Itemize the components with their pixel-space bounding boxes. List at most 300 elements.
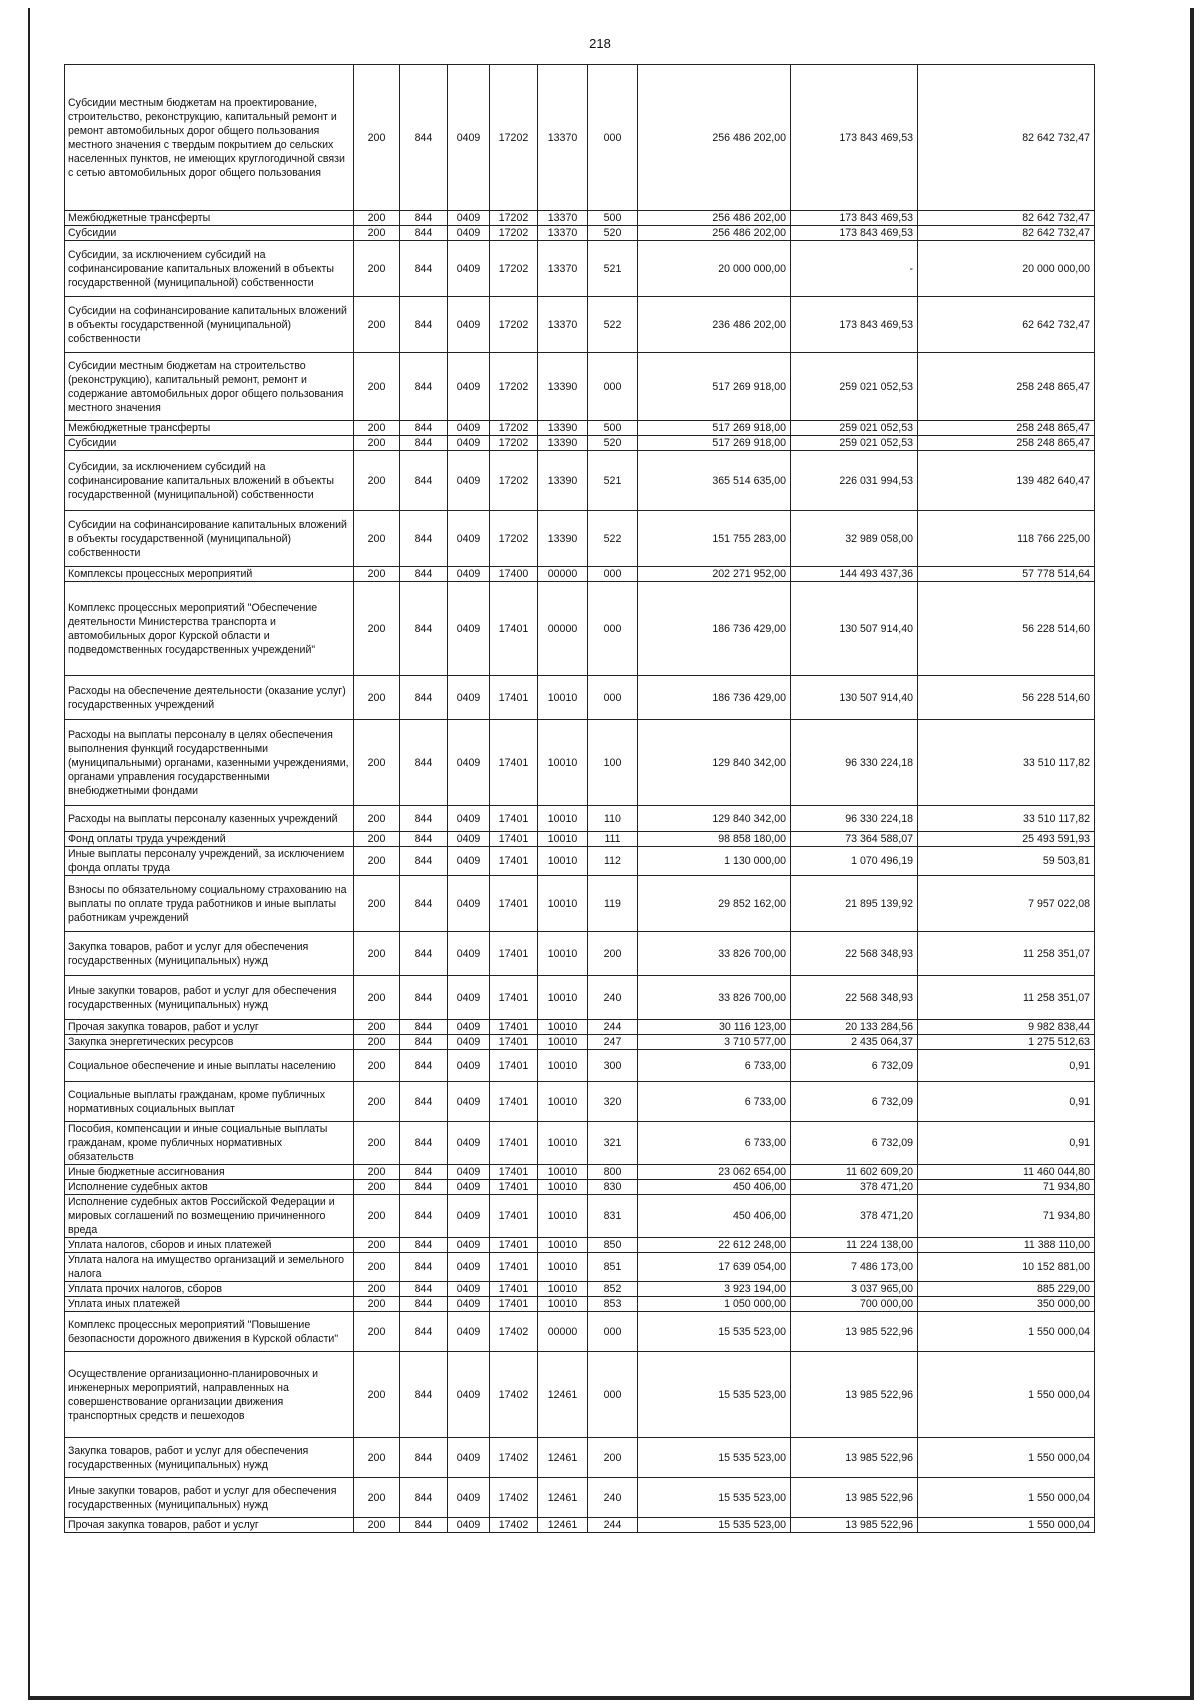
- row-code-direction: 10010: [538, 720, 588, 806]
- table-row: [65, 1518, 1095, 1533]
- budget-table: [64, 64, 1095, 1533]
- row-amount-remaining: 258 248 865,47: [918, 353, 1095, 421]
- row-amount-remaining: 258 248 865,47: [918, 436, 1095, 451]
- row-code-direction: 13390: [538, 353, 588, 421]
- row-code-direction: 10010: [538, 806, 588, 832]
- table-row: [65, 976, 1095, 1020]
- row-amount-executed: 130 507 914,40: [791, 676, 918, 720]
- row-code-direction: 10010: [538, 1082, 588, 1122]
- row-code-section: 0409: [448, 1165, 490, 1180]
- row-code-ministry: 844: [400, 65, 448, 211]
- row-code-direction: 13390: [538, 421, 588, 436]
- row-amount-executed: 6 732,09: [791, 1082, 918, 1122]
- row-code-section: 0409: [448, 1035, 490, 1050]
- table-row: [65, 1478, 1095, 1518]
- row-name: Взносы по обязательному социальному страхованию на выплаты по оплате труда работников и иные выплаты работникам учреждений: [65, 876, 354, 932]
- row-code-ministry: 844: [400, 436, 448, 451]
- row-name: Уплата иных платежей: [65, 1297, 354, 1312]
- row-code-program: 17202: [490, 436, 538, 451]
- row-amount-remaining: 20 000 000,00: [918, 241, 1095, 297]
- row-amount-executed: 7 486 173,00: [791, 1253, 918, 1282]
- row-code-section: 0409: [448, 676, 490, 720]
- row-name: Исполнение судебных актов Российской Федерации и мировых соглашений по возмещению причиненного вреда: [65, 1195, 354, 1238]
- row-code-section: 0409: [448, 720, 490, 806]
- row-name: Социальное обеспечение и иные выплаты населению: [65, 1050, 354, 1082]
- row-code-expense-type: 000: [588, 1312, 638, 1352]
- row-amount-plan: 186 736 429,00: [638, 676, 791, 720]
- row-name: Иные закупки товаров, работ и услуг для обеспечения государственных (муниципальных) нужд: [65, 976, 354, 1020]
- row-name: Межбюджетные трансферты: [65, 421, 354, 436]
- row-amount-remaining: 1 275 512,63: [918, 1035, 1095, 1050]
- row-amount-executed: 1 070 496,19: [791, 847, 918, 876]
- row-amount-remaining: 71 934,80: [918, 1195, 1095, 1238]
- row-code-ministry: 844: [400, 567, 448, 582]
- table-row: [65, 1352, 1095, 1438]
- table-row: [65, 720, 1095, 806]
- row-amount-plan: 517 269 918,00: [638, 436, 791, 451]
- row-code-ministry: 844: [400, 241, 448, 297]
- row-code-ministry: 844: [400, 1180, 448, 1195]
- table-row: [65, 1122, 1095, 1165]
- row-code-direction: 10010: [538, 1180, 588, 1195]
- row-amount-plan: 17 639 054,00: [638, 1253, 791, 1282]
- row-code-expense-type: 000: [588, 567, 638, 582]
- row-amount-plan: 6 733,00: [638, 1122, 791, 1165]
- table-row: [65, 1165, 1095, 1180]
- row-code-expense-type: 000: [588, 353, 638, 421]
- row-code-expense-type: 119: [588, 876, 638, 932]
- row-code-expense-type: 244: [588, 1518, 638, 1533]
- row-amount-executed: 6 732,09: [791, 1122, 918, 1165]
- row-code-section: 0409: [448, 1195, 490, 1238]
- row-amount-plan: 30 116 123,00: [638, 1020, 791, 1035]
- row-code-program: 17401: [490, 1180, 538, 1195]
- row-amount-plan: 517 269 918,00: [638, 421, 791, 436]
- row-amount-plan: 450 406,00: [638, 1195, 791, 1238]
- row-amount-executed: 11 224 138,00: [791, 1238, 918, 1253]
- row-code-direction: 10010: [538, 976, 588, 1020]
- row-amount-executed: 96 330 224,18: [791, 806, 918, 832]
- row-code-direction: 10010: [538, 1253, 588, 1282]
- row-amount-remaining: 82 642 732,47: [918, 65, 1095, 211]
- row-code-program: 17401: [490, 1035, 538, 1050]
- row-code-direction: 13390: [538, 451, 588, 511]
- row-code-program: 17401: [490, 1282, 538, 1297]
- table-row: [65, 806, 1095, 832]
- row-code-admin: 200: [354, 847, 400, 876]
- row-code-ministry: 844: [400, 676, 448, 720]
- row-code-direction: 10010: [538, 1050, 588, 1082]
- row-amount-executed: 173 843 469,53: [791, 211, 918, 226]
- row-code-program: 17401: [490, 1238, 538, 1253]
- row-amount-plan: 129 840 342,00: [638, 806, 791, 832]
- row-code-program: 17202: [490, 511, 538, 567]
- row-code-section: 0409: [448, 1518, 490, 1533]
- table-row: [65, 676, 1095, 720]
- row-code-expense-type: 853: [588, 1297, 638, 1312]
- row-code-expense-type: 000: [588, 65, 638, 211]
- row-code-expense-type: 852: [588, 1282, 638, 1297]
- row-amount-executed: 3 037 965,00: [791, 1282, 918, 1297]
- table-row: [65, 297, 1095, 353]
- table-row: [65, 65, 1095, 211]
- row-amount-remaining: 33 510 117,82: [918, 720, 1095, 806]
- row-code-program: 17202: [490, 421, 538, 436]
- row-code-program: 17401: [490, 832, 538, 847]
- row-code-admin: 200: [354, 567, 400, 582]
- row-code-program: 17202: [490, 297, 538, 353]
- row-code-expense-type: 300: [588, 1050, 638, 1082]
- row-code-ministry: 844: [400, 421, 448, 436]
- table-row: [65, 353, 1095, 421]
- row-amount-plan: 202 271 952,00: [638, 567, 791, 582]
- row-code-direction: 10010: [538, 1282, 588, 1297]
- row-code-ministry: 844: [400, 1518, 448, 1533]
- row-code-expense-type: 000: [588, 676, 638, 720]
- table-row: [65, 1082, 1095, 1122]
- row-code-expense-type: 522: [588, 511, 638, 567]
- row-name: Комплекс процессных мероприятий "Повышение безопасности дорожного движения в Курской области": [65, 1312, 354, 1352]
- row-code-section: 0409: [448, 932, 490, 976]
- table-row: [65, 1253, 1095, 1282]
- row-amount-plan: 450 406,00: [638, 1180, 791, 1195]
- table-row: [65, 451, 1095, 511]
- row-name: Осуществление организационно-планировочных и инженерных мероприятий, направленных на совершенствование организации движения транспортных средств и пешеходов: [65, 1352, 354, 1438]
- row-code-admin: 200: [354, 297, 400, 353]
- row-amount-plan: 6 733,00: [638, 1082, 791, 1122]
- row-code-section: 0409: [448, 806, 490, 832]
- table-row: [65, 567, 1095, 582]
- row-name: Уплата налога на имущество организаций и земельного налога: [65, 1253, 354, 1282]
- table-row: [65, 1180, 1095, 1195]
- table-row: [65, 847, 1095, 876]
- row-amount-executed: 144 493 437,36: [791, 567, 918, 582]
- row-amount-executed: 32 989 058,00: [791, 511, 918, 567]
- row-amount-remaining: 1 550 000,04: [918, 1518, 1095, 1533]
- row-code-expense-type: 830: [588, 1180, 638, 1195]
- row-code-ministry: 844: [400, 1282, 448, 1297]
- row-amount-remaining: 11 258 351,07: [918, 932, 1095, 976]
- row-amount-plan: 1 130 000,00: [638, 847, 791, 876]
- row-code-expense-type: 200: [588, 932, 638, 976]
- row-code-ministry: 844: [400, 297, 448, 353]
- row-code-ministry: 844: [400, 976, 448, 1020]
- row-code-direction: 00000: [538, 582, 588, 676]
- row-code-ministry: 844: [400, 1195, 448, 1238]
- row-amount-remaining: 139 482 640,47: [918, 451, 1095, 511]
- table-row: [65, 1312, 1095, 1352]
- row-code-admin: 200: [354, 421, 400, 436]
- row-name: Иные бюджетные ассигнования: [65, 1165, 354, 1180]
- table-row: [65, 876, 1095, 932]
- row-code-program: 17402: [490, 1352, 538, 1438]
- row-name: Уплата налогов, сборов и иных платежей: [65, 1238, 354, 1253]
- row-name: Субсидии: [65, 436, 354, 451]
- row-code-expense-type: 110: [588, 806, 638, 832]
- row-amount-remaining: 10 152 881,00: [918, 1253, 1095, 1282]
- row-amount-executed: -: [791, 241, 918, 297]
- row-amount-remaining: 1 550 000,04: [918, 1352, 1095, 1438]
- row-code-expense-type: 200: [588, 1438, 638, 1478]
- row-code-section: 0409: [448, 211, 490, 226]
- row-code-program: 17202: [490, 353, 538, 421]
- row-code-program: 17401: [490, 932, 538, 976]
- row-code-expense-type: 240: [588, 976, 638, 1020]
- row-name: Расходы на обеспечение деятельности (оказание услуг) государственных учреждений: [65, 676, 354, 720]
- row-code-program: 17202: [490, 211, 538, 226]
- row-code-direction: 10010: [538, 1195, 588, 1238]
- row-code-program: 17401: [490, 720, 538, 806]
- row-amount-executed: 173 843 469,53: [791, 226, 918, 241]
- row-code-expense-type: 522: [588, 297, 638, 353]
- row-amount-remaining: 25 493 591,93: [918, 832, 1095, 847]
- row-code-admin: 200: [354, 876, 400, 932]
- row-code-ministry: 844: [400, 353, 448, 421]
- row-amount-plan: 33 826 700,00: [638, 932, 791, 976]
- row-code-ministry: 844: [400, 1165, 448, 1180]
- row-code-expense-type: 500: [588, 211, 638, 226]
- row-code-admin: 200: [354, 1282, 400, 1297]
- row-code-direction: 13370: [538, 297, 588, 353]
- row-code-direction: 10010: [538, 847, 588, 876]
- row-code-direction: 00000: [538, 567, 588, 582]
- row-amount-plan: 15 535 523,00: [638, 1478, 791, 1518]
- row-amount-remaining: 33 510 117,82: [918, 806, 1095, 832]
- row-code-direction: 10010: [538, 1122, 588, 1165]
- row-code-ministry: 844: [400, 1297, 448, 1312]
- row-code-section: 0409: [448, 876, 490, 932]
- table-row: [65, 421, 1095, 436]
- row-code-expense-type: 247: [588, 1035, 638, 1050]
- table-row: [65, 832, 1095, 847]
- row-amount-executed: 13 985 522,96: [791, 1352, 918, 1438]
- row-code-direction: 12461: [538, 1438, 588, 1478]
- row-code-program: 17401: [490, 1082, 538, 1122]
- row-code-ministry: 844: [400, 806, 448, 832]
- row-code-admin: 200: [354, 65, 400, 211]
- row-name: Пособия, компенсации и иные социальные выплаты гражданам, кроме публичных нормативных обязательств: [65, 1122, 354, 1165]
- row-code-expense-type: 240: [588, 1478, 638, 1518]
- row-code-expense-type: 850: [588, 1238, 638, 1253]
- row-amount-remaining: 59 503,81: [918, 847, 1095, 876]
- row-code-admin: 200: [354, 511, 400, 567]
- row-code-admin: 200: [354, 1438, 400, 1478]
- table-row: [65, 226, 1095, 241]
- row-amount-remaining: 71 934,80: [918, 1180, 1095, 1195]
- row-code-admin: 200: [354, 436, 400, 451]
- row-code-admin: 200: [354, 1082, 400, 1122]
- row-amount-remaining: 56 228 514,60: [918, 582, 1095, 676]
- row-code-expense-type: 321: [588, 1122, 638, 1165]
- row-amount-plan: 22 612 248,00: [638, 1238, 791, 1253]
- row-code-program: 17401: [490, 1020, 538, 1035]
- table-row: [65, 1050, 1095, 1082]
- row-code-section: 0409: [448, 1282, 490, 1297]
- row-code-admin: 200: [354, 1478, 400, 1518]
- row-amount-executed: 22 568 348,93: [791, 976, 918, 1020]
- table-row: [65, 1020, 1095, 1035]
- row-code-section: 0409: [448, 1020, 490, 1035]
- row-code-section: 0409: [448, 1478, 490, 1518]
- row-amount-remaining: 11 258 351,07: [918, 976, 1095, 1020]
- row-code-program: 17401: [490, 676, 538, 720]
- row-name: Расходы на выплаты персоналу в целях обеспечения выполнения функций государственными (муниципальными) органами, казенными учреждениями, органами управления государственными внебюджетными фондами: [65, 720, 354, 806]
- row-code-section: 0409: [448, 451, 490, 511]
- table-row: [65, 1438, 1095, 1478]
- row-amount-plan: 15 535 523,00: [638, 1438, 791, 1478]
- table-row: [65, 241, 1095, 297]
- row-amount-executed: 11 602 609,20: [791, 1165, 918, 1180]
- row-amount-plan: 15 535 523,00: [638, 1352, 791, 1438]
- row-code-ministry: 844: [400, 847, 448, 876]
- row-code-admin: 200: [354, 1165, 400, 1180]
- row-code-ministry: 844: [400, 1238, 448, 1253]
- row-amount-plan: 23 062 654,00: [638, 1165, 791, 1180]
- row-code-section: 0409: [448, 1050, 490, 1082]
- row-code-expense-type: 320: [588, 1082, 638, 1122]
- row-amount-plan: 33 826 700,00: [638, 976, 791, 1020]
- row-code-program: 17402: [490, 1518, 538, 1533]
- row-code-expense-type: 000: [588, 1352, 638, 1438]
- row-code-admin: 200: [354, 353, 400, 421]
- row-code-admin: 200: [354, 1035, 400, 1050]
- row-amount-executed: 73 364 588,07: [791, 832, 918, 847]
- row-code-ministry: 844: [400, 582, 448, 676]
- row-code-section: 0409: [448, 1312, 490, 1352]
- row-code-section: 0409: [448, 832, 490, 847]
- row-code-ministry: 844: [400, 211, 448, 226]
- row-code-section: 0409: [448, 226, 490, 241]
- row-amount-remaining: 11 388 110,00: [918, 1238, 1095, 1253]
- row-name: Межбюджетные трансферты: [65, 211, 354, 226]
- row-code-direction: 12461: [538, 1352, 588, 1438]
- row-amount-executed: 378 471,20: [791, 1195, 918, 1238]
- row-code-admin: 200: [354, 1050, 400, 1082]
- row-code-section: 0409: [448, 421, 490, 436]
- row-amount-remaining: 56 228 514,60: [918, 676, 1095, 720]
- row-code-section: 0409: [448, 1297, 490, 1312]
- table-row: [65, 436, 1095, 451]
- row-code-admin: 200: [354, 1180, 400, 1195]
- row-code-ministry: 844: [400, 1478, 448, 1518]
- row-code-expense-type: 111: [588, 832, 638, 847]
- row-amount-plan: 15 535 523,00: [638, 1312, 791, 1352]
- row-code-ministry: 844: [400, 876, 448, 932]
- row-amount-executed: 378 471,20: [791, 1180, 918, 1195]
- row-code-admin: 200: [354, 582, 400, 676]
- row-code-ministry: 844: [400, 1020, 448, 1035]
- row-code-program: 17401: [490, 876, 538, 932]
- row-amount-executed: 13 985 522,96: [791, 1518, 918, 1533]
- row-code-admin: 200: [354, 976, 400, 1020]
- row-amount-plan: 29 852 162,00: [638, 876, 791, 932]
- row-code-section: 0409: [448, 1238, 490, 1253]
- row-code-program: 17400: [490, 567, 538, 582]
- row-amount-executed: 13 985 522,96: [791, 1312, 918, 1352]
- table-row: [65, 1238, 1095, 1253]
- row-amount-remaining: 62 642 732,47: [918, 297, 1095, 353]
- row-code-direction: 13370: [538, 226, 588, 241]
- row-code-program: 17401: [490, 1122, 538, 1165]
- row-amount-plan: 6 733,00: [638, 1050, 791, 1082]
- row-name: Субсидии, за исключением субсидий на софинансирование капитальных вложений в объекты государственной (муниципальной) собственности: [65, 451, 354, 511]
- row-amount-plan: 3 923 194,00: [638, 1282, 791, 1297]
- row-code-program: 17401: [490, 806, 538, 832]
- row-code-ministry: 844: [400, 1035, 448, 1050]
- row-amount-executed: 130 507 914,40: [791, 582, 918, 676]
- row-code-direction: 10010: [538, 1238, 588, 1253]
- row-amount-plan: 256 486 202,00: [638, 65, 791, 211]
- row-code-ministry: 844: [400, 1082, 448, 1122]
- row-amount-plan: 236 486 202,00: [638, 297, 791, 353]
- row-code-ministry: 844: [400, 1050, 448, 1082]
- row-code-ministry: 844: [400, 932, 448, 976]
- row-amount-remaining: 258 248 865,47: [918, 421, 1095, 436]
- row-code-expense-type: 520: [588, 436, 638, 451]
- row-amount-plan: 256 486 202,00: [638, 226, 791, 241]
- row-code-expense-type: 500: [588, 421, 638, 436]
- row-name: Субсидии местным бюджетам на проектирование, строительство, реконструкцию, капитальный ремонт и ремонт автомобильных дорог общего пользования местного значения с твердым покрытием до сельских населенных пунктов, не имеющих круглогодичной связи с сетью автомобильных дорог общего пользования: [65, 65, 354, 211]
- row-code-admin: 200: [354, 1020, 400, 1035]
- row-amount-remaining: 82 642 732,47: [918, 226, 1095, 241]
- row-amount-plan: 3 710 577,00: [638, 1035, 791, 1050]
- row-name: Субсидии на софинансирование капитальных вложений в объекты государственной (муниципальной) собственности: [65, 297, 354, 353]
- row-amount-remaining: 0,91: [918, 1050, 1095, 1082]
- row-name: Социальные выплаты гражданам, кроме публичных нормативных социальных выплат: [65, 1082, 354, 1122]
- row-code-admin: 200: [354, 1352, 400, 1438]
- row-code-section: 0409: [448, 353, 490, 421]
- row-name: Закупка товаров, работ и услуг для обеспечения государственных (муниципальных) нужд: [65, 1438, 354, 1478]
- row-code-section: 0409: [448, 241, 490, 297]
- row-name: Уплата прочих налогов, сборов: [65, 1282, 354, 1297]
- row-amount-executed: 226 031 994,53: [791, 451, 918, 511]
- row-amount-executed: 20 133 284,56: [791, 1020, 918, 1035]
- row-amount-executed: 173 843 469,53: [791, 65, 918, 211]
- row-code-section: 0409: [448, 847, 490, 876]
- row-code-admin: 200: [354, 676, 400, 720]
- row-code-admin: 200: [354, 1312, 400, 1352]
- row-amount-remaining: 118 766 225,00: [918, 511, 1095, 567]
- row-code-program: 17401: [490, 1297, 538, 1312]
- row-amount-remaining: 0,91: [918, 1082, 1095, 1122]
- row-code-section: 0409: [448, 436, 490, 451]
- row-amount-plan: 517 269 918,00: [638, 353, 791, 421]
- page-number: 218: [589, 36, 611, 51]
- row-code-section: 0409: [448, 65, 490, 211]
- row-code-ministry: 844: [400, 832, 448, 847]
- row-code-ministry: 844: [400, 720, 448, 806]
- row-code-admin: 200: [354, 1297, 400, 1312]
- row-amount-executed: 2 435 064,37: [791, 1035, 918, 1050]
- row-code-program: 17401: [490, 847, 538, 876]
- row-code-section: 0409: [448, 297, 490, 353]
- row-code-admin: 200: [354, 806, 400, 832]
- row-amount-executed: 259 021 052,53: [791, 353, 918, 421]
- row-amount-executed: 22 568 348,93: [791, 932, 918, 976]
- row-code-program: 17202: [490, 451, 538, 511]
- row-name: Закупка товаров, работ и услуг для обеспечения государственных (муниципальных) нужд: [65, 932, 354, 976]
- row-code-ministry: 844: [400, 1438, 448, 1478]
- row-code-ministry: 844: [400, 226, 448, 241]
- row-code-section: 0409: [448, 582, 490, 676]
- row-code-expense-type: 521: [588, 241, 638, 297]
- row-name: Прочая закупка товаров, работ и услуг: [65, 1518, 354, 1533]
- table-row: [65, 932, 1095, 976]
- row-code-program: 17202: [490, 65, 538, 211]
- row-amount-remaining: 82 642 732,47: [918, 211, 1095, 226]
- row-code-admin: 200: [354, 1253, 400, 1282]
- row-amount-executed: 13 985 522,96: [791, 1438, 918, 1478]
